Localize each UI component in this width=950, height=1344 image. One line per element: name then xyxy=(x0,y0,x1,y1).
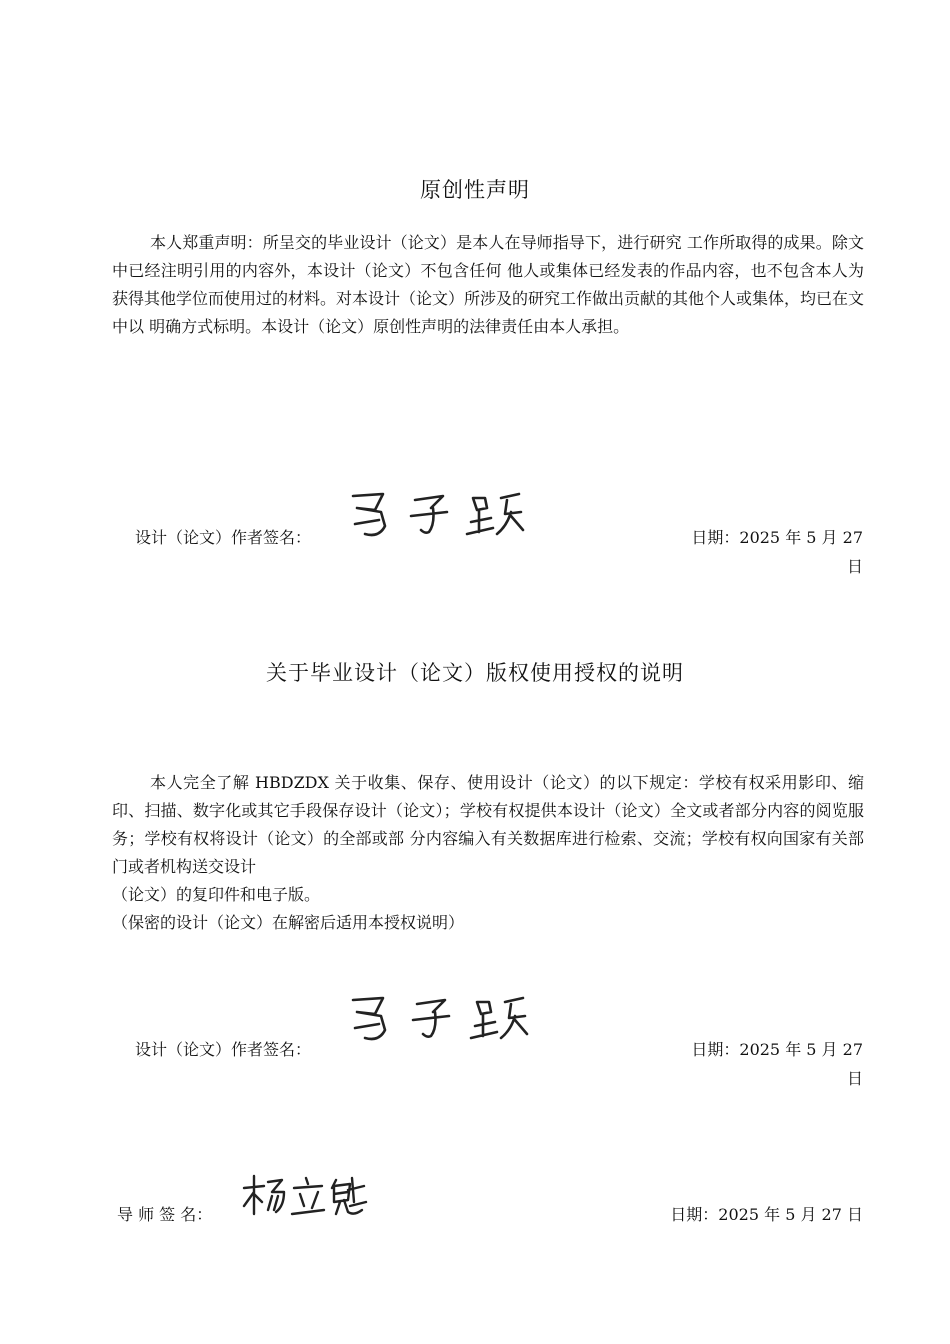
declaration-signature-label: 设计（论文）作者签名： xyxy=(135,528,312,547)
authorization-body xyxy=(112,769,864,937)
declaration-paragraph: 本人郑重声明：所呈交的毕业设计（论文）是本人在导师指导下，进行研究 工作所取得的成果。除文中已经注明引用的内容外，本设计（论文）不包含任何 他人或集体已经发表的作品内容，也不包含本人为获得其他学位而使用过的材料。对本设计（论文）所涉及的研究工作做出贡献的其他个人或集体，均已在文中以 明确方式标明。本设计（论文）原创性声明的法律责任由本人承担。 xyxy=(112,233,865,336)
supervisor-signature-label: 导 师 签 名： xyxy=(117,1205,213,1224)
authorization-author-signature xyxy=(345,990,530,1052)
declaration-date: 日期：2025 年 5 月 27 xyxy=(691,528,863,547)
authorization-title: 关于毕业设计（论文）版权使用授权的说明 xyxy=(266,661,684,685)
authorization-signature-label: 设计（论文）作者签名： xyxy=(135,1040,312,1059)
authorization-note: （保密的设计（论文）在解密后适用本授权说明） xyxy=(112,913,465,932)
declaration-author-signature xyxy=(345,486,525,546)
declaration-date-day: 日 xyxy=(846,557,863,576)
authorization-date-day: 日 xyxy=(846,1069,863,1088)
declaration-title: 原创性声明 xyxy=(420,178,530,202)
authorization-paragraph-end: （论文）的复印件和电子版。 xyxy=(112,885,321,904)
supervisor-date: 日期：2025 年 5 月 27 日 xyxy=(670,1205,863,1224)
supervisor-signature xyxy=(240,1170,370,1222)
authorization-date: 日期：2025 年 5 月 27 xyxy=(691,1040,863,1059)
authorization-paragraph: 本人完全了解 HBDZDX 关于收集、保存、使用设计（论文）的以下规定：学校有权采用影印、缩印、扫描、数字化或其它手段保存设计（论文）；学校有权提供本设计（论文）全文或者部分内容的阅览服务；学校有权将设计（论文）的全部或部 分内容编入有关数据库进行检索、交流；学校有权向国家有关部门或者机构送交设计 xyxy=(112,773,864,876)
declaration-body xyxy=(112,229,864,341)
